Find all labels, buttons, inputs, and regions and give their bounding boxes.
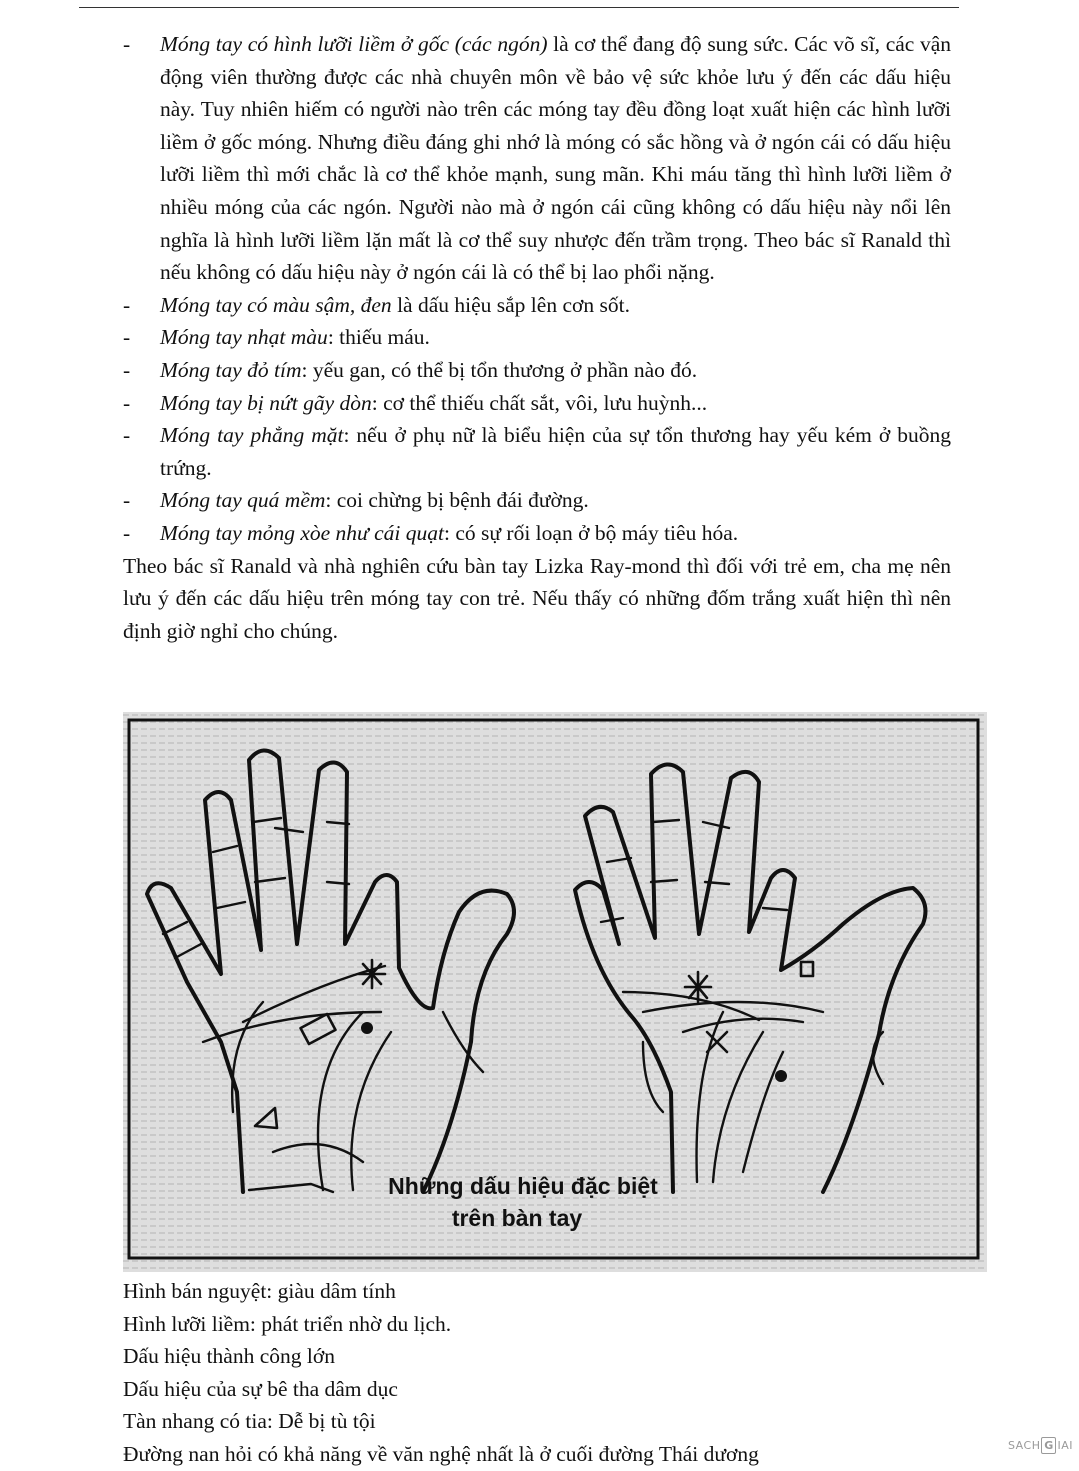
legend-item: Dấu hiệu thành công lớn (123, 1344, 335, 1369)
legend-item: Dấu hiệu của sự bê tha dâm dục (123, 1376, 398, 1401)
bullet-term: Móng tay có hình lưỡi liềm ở gốc (các ngón) (160, 32, 548, 56)
figure-caption-line-1: Những dấu hiệu đặc biệt (388, 1173, 658, 1199)
legend-item: Hình bán nguyệt: giàu dâm tính (123, 1279, 396, 1303)
bullet-item: - Móng tay nhạt màu: thiếu máu. (123, 325, 430, 350)
legend-item: Đường nan hỏi có khả năng về văn nghệ nhất là ở cuối đường Thái dương (123, 1441, 759, 1466)
figure-caption-line-2: trên bàn tay (451, 1205, 583, 1231)
bullet-term: Móng tay có màu sậm, đen (160, 292, 392, 317)
bullet-text: : yếu gan, có thể bị tổn thương ở phần nào đó. (301, 357, 698, 382)
bullet-item: - Móng tay có màu sậm, đen là dấu hiệu sắp lên cơn sốt. (123, 292, 630, 317)
watermark-logo: SACH G IAI (1008, 1439, 1073, 1452)
bullet-item: - Móng tay có hình lưỡi liềm ở gốc (các ngón) là cơ thể đang độ sung sức. Các võ sĩ, các vận động viên thường được các nhà chuyên môn về bảo vệ sức khỏe lưu ý đến các dấu hiệu này. Tuy nhiên hiếm có người nào trên các móng tay đều đồng loạt xuất hiện các hình lưỡi liềm ở gốc móng. Nhưng điều đáng ghi nhớ là móng có sắc hồng và ở ngón cái có dấu hiệu lưỡi liềm thì mới chắc là cơ thể khỏe mạnh, sung mãn. Khi máu tăng thì hình lưỡi liềm ở nhiều móng của các ngón. Người nào mà ở ngón cái cũng không có dấu hiệu này nổi lên nghĩa là hình lưỡi liềm lặn mất là cơ thể suy nhược đến trầm trọng. Theo bác sĩ Ranald thì nếu không có dấu hiệu này ở ngón cái là có thể bị lao phổi nặng. (123, 32, 952, 285)
bullet-term: Móng tay quá mềm (160, 488, 326, 513)
body-paragraph: Theo bác sĩ Ranald và nhà nghiên cứu bàn tay Lizka Ray-mond thì đối với trẻ em, cha mẹ nên lưu ý đến các dấu hiệu trên móng tay con trẻ. Nếu thấy có những đốm trắng xuất hiện thì nên định giờ nghỉ cho chúng. (123, 553, 951, 643)
bullet-term: Móng tay đỏ tím (160, 357, 302, 382)
bullet-text: : coi chừng bị bệnh đái đường. (325, 488, 589, 513)
bullet-item: - Móng tay bị nứt gãy dòn: cơ thể thiếu chất sắt, vôi, lưu huỳnh... (123, 390, 708, 415)
bullet-term: Móng tay mỏng xòe như cái quạt (160, 520, 445, 545)
legend-list (123, 1275, 983, 1471)
legend-item: Tàn nhang có tia: Dễ bị tù tội (123, 1409, 376, 1434)
top-rule (79, 7, 959, 8)
bullet-item: - Móng tay phẳng mặt: nếu ở phụ nữ là biểu hiện của sự tổn thương hay yếu kém ở buồng trứng. (123, 423, 951, 480)
bullet-text: : cơ thể thiếu chất sắt, vôi, lưu huỳnh... (371, 390, 708, 415)
article-body (123, 28, 951, 647)
bullet-item: - Móng tay đỏ tím: yếu gan, có thể bị tổn thương ở phần nào đó. (123, 357, 698, 382)
bullet-text: là dấu hiệu sắp lên cơn sốt. (391, 292, 630, 317)
bullet-term: Móng tay bị nứt gãy dòn (160, 390, 372, 415)
bullet-text: : thiếu máu. (327, 325, 430, 350)
legend-item: Hình lưỡi liềm: phát triển nhờ du lịch. (123, 1311, 452, 1336)
palm-illustration (123, 712, 987, 1272)
bullet-text: : nếu ở phụ nữ là biểu hiện của sự tổn thương hay yếu kém ở buồng trứng. (160, 423, 951, 480)
bullet-term: Móng tay nhạt màu (160, 325, 328, 350)
bullet-term: Móng tay phẳng mặt (160, 423, 344, 448)
bullet-item: - Móng tay mỏng xòe như cái quạt: có sự rối loạn ở bộ máy tiêu hóa. (123, 520, 739, 545)
bullet-text: : có sự rối loạn ở bộ máy tiêu hóa. (444, 520, 739, 545)
bullet-text: là cơ thể đang độ sung sức. Các võ sĩ, các vận động viên thường được các nhà chuyên môn về bảo vệ sức khỏe lưu ý đến các dấu hiệu này. Tuy nhiên hiếm có người nào trên các móng tay đều đồng loạt xuất hiện các hình lưỡi liềm ở gốc móng. Nhưng điều đáng ghi nhớ là móng có sắc hồng và ở ngón cái có dấu hiệu lưỡi liềm thì mới chắc là cơ thể khỏe mạnh, sung mãn. Khi máu tăng thì hình lưỡi liềm ở nhiều móng của các ngón. Người nào mà ở ngón cái cũng không có dấu hiệu này nổi lên nghĩa là hình lưỡi liềm lặn mất là cơ thể suy nhược đến trầm trọng. Theo bác sĩ Ranald thì nếu không có dấu hiệu này ở ngón cái là có thể bị lao phổi nặng. (160, 32, 952, 285)
bullet-item: - Móng tay quá mềm: coi chừng bị bệnh đái đường. (123, 488, 589, 513)
